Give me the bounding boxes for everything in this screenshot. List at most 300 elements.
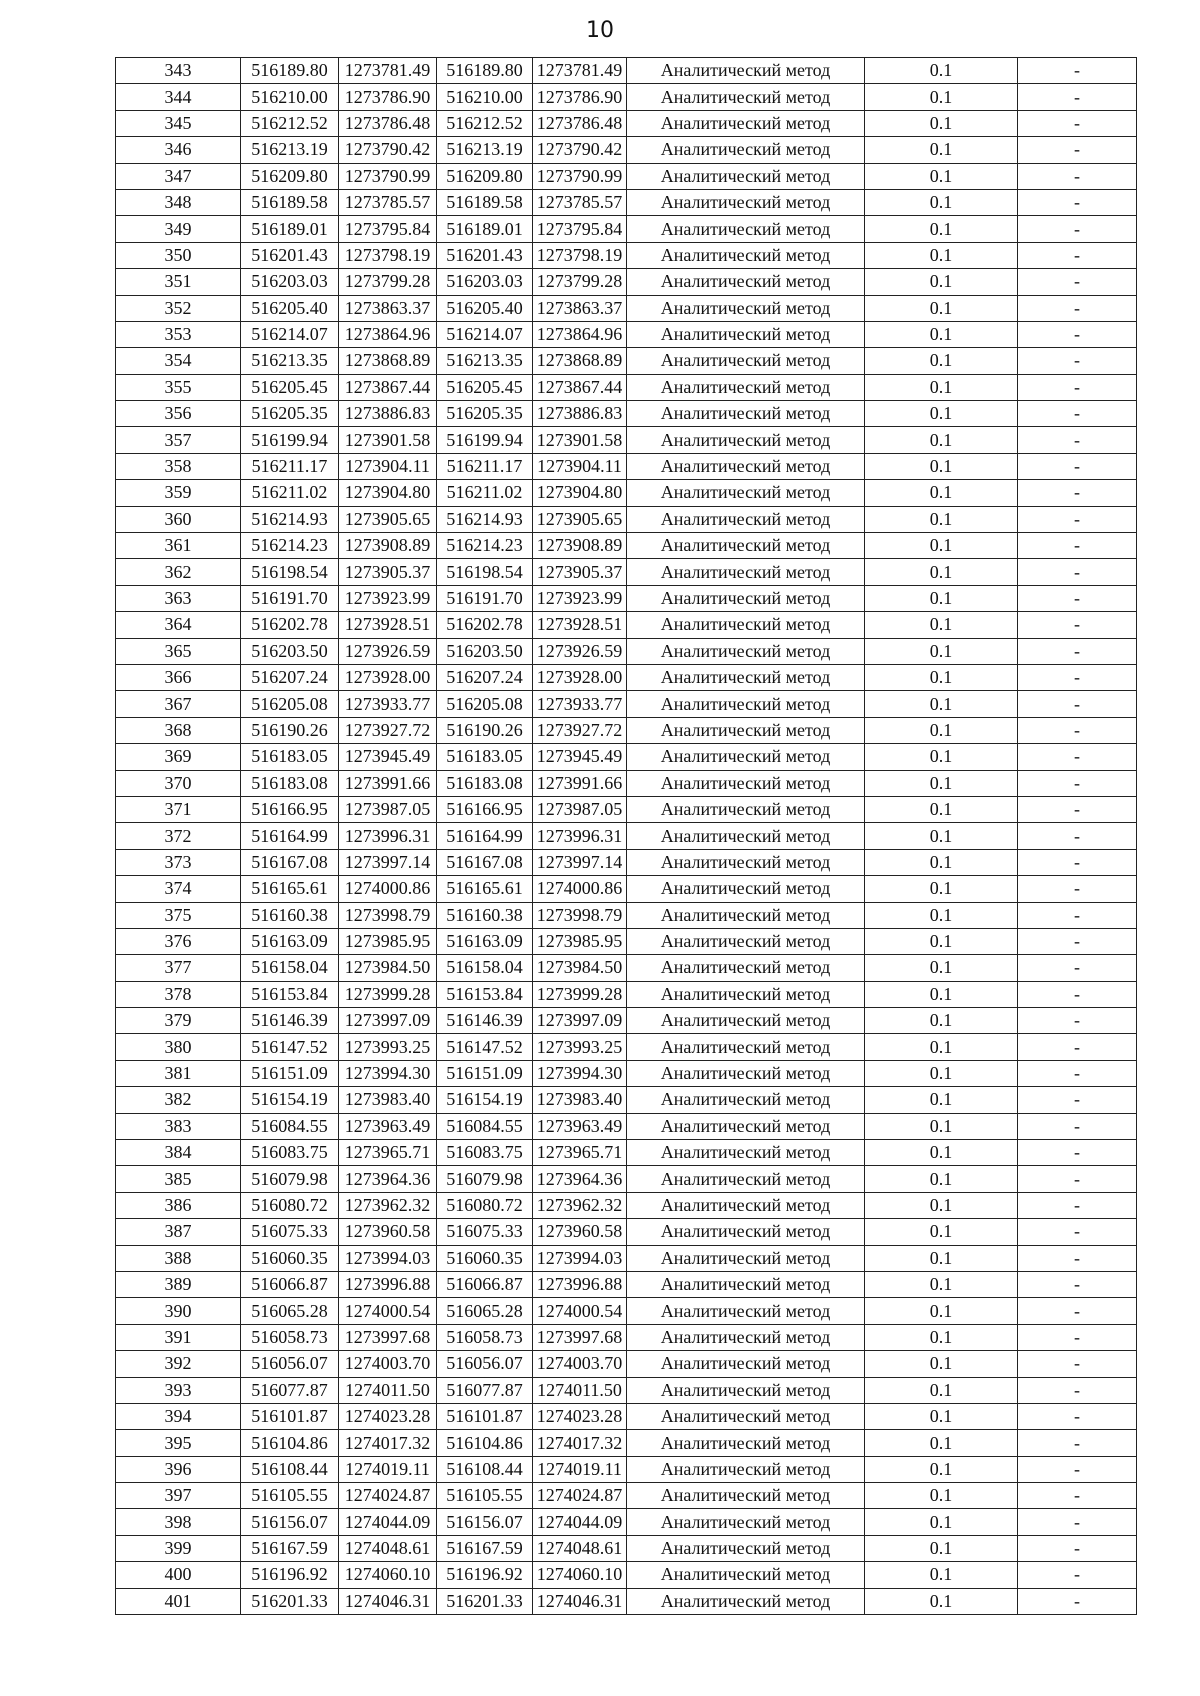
accuracy-cell: 0.1	[865, 1509, 1018, 1535]
y-coordinate-cell: 1273864.96	[339, 321, 437, 347]
method-cell: Аналитический метод	[627, 480, 865, 506]
point-number-cell: 378	[116, 981, 241, 1007]
x-coordinate-cell: 516079.98	[437, 1166, 533, 1192]
x-coordinate-cell: 516191.70	[241, 585, 339, 611]
x-coordinate-cell: 516165.61	[437, 876, 533, 902]
accuracy-cell: 0.1	[865, 770, 1018, 796]
y-coordinate-cell: 1273999.28	[533, 981, 627, 1007]
accuracy-cell: 0.1	[865, 110, 1018, 136]
x-coordinate-cell: 516211.17	[241, 453, 339, 479]
y-coordinate-cell: 1274060.10	[339, 1562, 437, 1588]
x-coordinate-cell: 516183.08	[241, 770, 339, 796]
x-coordinate-cell: 516203.50	[241, 638, 339, 664]
accuracy-cell: 0.1	[865, 216, 1018, 242]
point-number-cell: 381	[116, 1060, 241, 1086]
point-number-cell: 345	[116, 110, 241, 136]
page-number: 10	[586, 18, 614, 43]
x-coordinate-cell: 516079.98	[241, 1166, 339, 1192]
accuracy-cell: 0.1	[865, 1245, 1018, 1271]
x-coordinate-cell: 516199.94	[437, 427, 533, 453]
y-coordinate-cell: 1274060.10	[533, 1562, 627, 1588]
y-coordinate-cell: 1273785.57	[533, 189, 627, 215]
table-row	[116, 533, 1137, 559]
x-coordinate-cell: 516205.35	[437, 401, 533, 427]
method-cell: Аналитический метод	[627, 348, 865, 374]
table-row	[116, 1034, 1137, 1060]
table-row	[116, 374, 1137, 400]
y-coordinate-cell: 1274024.87	[533, 1483, 627, 1509]
note-cell: -	[1018, 453, 1137, 479]
x-coordinate-cell: 516189.58	[437, 189, 533, 215]
point-number-cell: 373	[116, 849, 241, 875]
accuracy-cell: 0.1	[865, 1351, 1018, 1377]
method-cell: Аналитический метод	[627, 189, 865, 215]
y-coordinate-cell: 1273962.32	[339, 1192, 437, 1218]
y-coordinate-cell: 1273798.19	[339, 242, 437, 268]
x-coordinate-cell: 516060.35	[437, 1245, 533, 1271]
y-coordinate-cell: 1273785.57	[339, 189, 437, 215]
method-cell: Аналитический метод	[627, 374, 865, 400]
x-coordinate-cell: 516214.23	[241, 533, 339, 559]
point-number-cell: 367	[116, 691, 241, 717]
point-number-cell: 374	[116, 876, 241, 902]
x-coordinate-cell: 516158.04	[437, 955, 533, 981]
method-cell: Аналитический метод	[627, 1008, 865, 1034]
y-coordinate-cell: 1273786.90	[533, 84, 627, 110]
x-coordinate-cell: 516211.02	[241, 480, 339, 506]
y-coordinate-cell: 1274044.09	[533, 1509, 627, 1535]
table-row	[116, 1324, 1137, 1350]
y-coordinate-cell: 1273997.14	[533, 849, 627, 875]
table-row	[116, 902, 1137, 928]
note-cell: -	[1018, 559, 1137, 585]
y-coordinate-cell: 1274044.09	[339, 1509, 437, 1535]
x-coordinate-cell: 516213.35	[437, 348, 533, 374]
point-number-cell: 371	[116, 796, 241, 822]
x-coordinate-cell: 516196.92	[241, 1562, 339, 1588]
y-coordinate-cell: 1273998.79	[533, 902, 627, 928]
y-coordinate-cell: 1273993.25	[533, 1034, 627, 1060]
table-row	[116, 1219, 1137, 1245]
x-coordinate-cell: 516084.55	[437, 1113, 533, 1139]
accuracy-cell: 0.1	[865, 876, 1018, 902]
method-cell: Аналитический метод	[627, 744, 865, 770]
note-cell: -	[1018, 928, 1137, 954]
table-row	[116, 849, 1137, 875]
x-coordinate-cell: 516201.43	[241, 242, 339, 268]
point-number-cell: 396	[116, 1456, 241, 1482]
method-cell: Аналитический метод	[627, 1271, 865, 1297]
point-number-cell: 352	[116, 295, 241, 321]
accuracy-cell: 0.1	[865, 1087, 1018, 1113]
y-coordinate-cell: 1274048.61	[533, 1535, 627, 1561]
point-number-cell: 387	[116, 1219, 241, 1245]
table-row	[116, 189, 1137, 215]
y-coordinate-cell: 1273933.77	[533, 691, 627, 717]
table-row	[116, 84, 1137, 110]
method-cell: Аналитический метод	[627, 1351, 865, 1377]
table-row	[116, 691, 1137, 717]
y-coordinate-cell: 1273864.96	[533, 321, 627, 347]
point-number-cell: 362	[116, 559, 241, 585]
method-cell: Аналитический метод	[627, 1456, 865, 1482]
y-coordinate-cell: 1273997.14	[339, 849, 437, 875]
point-number-cell: 376	[116, 928, 241, 954]
method-cell: Аналитический метод	[627, 533, 865, 559]
note-cell: -	[1018, 189, 1137, 215]
note-cell: -	[1018, 321, 1137, 347]
y-coordinate-cell: 1273786.48	[533, 110, 627, 136]
x-coordinate-cell: 516058.73	[437, 1324, 533, 1350]
x-coordinate-cell: 516151.09	[437, 1060, 533, 1086]
y-coordinate-cell: 1273790.42	[339, 137, 437, 163]
x-coordinate-cell: 516167.08	[241, 849, 339, 875]
accuracy-cell: 0.1	[865, 849, 1018, 875]
table-row	[116, 955, 1137, 981]
x-coordinate-cell: 516201.33	[241, 1588, 339, 1614]
y-coordinate-cell: 1274000.86	[533, 876, 627, 902]
x-coordinate-cell: 516084.55	[241, 1113, 339, 1139]
y-coordinate-cell: 1273799.28	[339, 269, 437, 295]
y-coordinate-cell: 1273928.00	[339, 664, 437, 690]
point-number-cell: 369	[116, 744, 241, 770]
accuracy-cell: 0.1	[865, 427, 1018, 453]
method-cell: Аналитический метод	[627, 269, 865, 295]
table-row	[116, 664, 1137, 690]
method-cell: Аналитический метод	[627, 1483, 865, 1509]
accuracy-cell: 0.1	[865, 295, 1018, 321]
table-row	[116, 269, 1137, 295]
y-coordinate-cell: 1273933.77	[339, 691, 437, 717]
point-number-cell: 385	[116, 1166, 241, 1192]
accuracy-cell: 0.1	[865, 269, 1018, 295]
y-coordinate-cell: 1273905.37	[533, 559, 627, 585]
note-cell: -	[1018, 427, 1137, 453]
x-coordinate-cell: 516211.02	[437, 480, 533, 506]
accuracy-cell: 0.1	[865, 1166, 1018, 1192]
y-coordinate-cell: 1273926.59	[339, 638, 437, 664]
y-coordinate-cell: 1273790.99	[533, 163, 627, 189]
y-coordinate-cell: 1273904.80	[339, 480, 437, 506]
note-cell: -	[1018, 1535, 1137, 1561]
accuracy-cell: 0.1	[865, 1298, 1018, 1324]
x-coordinate-cell: 516164.99	[241, 823, 339, 849]
table-row	[116, 1483, 1137, 1509]
accuracy-cell: 0.1	[865, 1192, 1018, 1218]
note-cell: -	[1018, 664, 1137, 690]
note-cell: -	[1018, 1060, 1137, 1086]
y-coordinate-cell: 1273928.00	[533, 664, 627, 690]
method-cell: Аналитический метод	[627, 1535, 865, 1561]
method-cell: Аналитический метод	[627, 163, 865, 189]
method-cell: Аналитический метод	[627, 1166, 865, 1192]
note-cell: -	[1018, 533, 1137, 559]
x-coordinate-cell: 516212.52	[437, 110, 533, 136]
note-cell: -	[1018, 269, 1137, 295]
method-cell: Аналитический метод	[627, 110, 865, 136]
x-coordinate-cell: 516214.93	[437, 506, 533, 532]
point-number-cell: 389	[116, 1271, 241, 1297]
table-row	[116, 1535, 1137, 1561]
table-row	[116, 1113, 1137, 1139]
note-cell: -	[1018, 506, 1137, 532]
table-row	[116, 928, 1137, 954]
y-coordinate-cell: 1273998.79	[339, 902, 437, 928]
y-coordinate-cell: 1273964.36	[533, 1166, 627, 1192]
x-coordinate-cell: 516201.33	[437, 1588, 533, 1614]
x-coordinate-cell: 516154.19	[437, 1087, 533, 1113]
y-coordinate-cell: 1273886.83	[533, 401, 627, 427]
note-cell: -	[1018, 955, 1137, 981]
method-cell: Аналитический метод	[627, 638, 865, 664]
x-coordinate-cell: 516104.86	[241, 1430, 339, 1456]
note-cell: -	[1018, 137, 1137, 163]
x-coordinate-cell: 516209.80	[437, 163, 533, 189]
x-coordinate-cell: 516198.54	[437, 559, 533, 585]
table-body	[116, 58, 1137, 1615]
x-coordinate-cell: 516108.44	[241, 1456, 339, 1482]
y-coordinate-cell: 1273923.99	[339, 585, 437, 611]
x-coordinate-cell: 516205.35	[241, 401, 339, 427]
accuracy-cell: 0.1	[865, 691, 1018, 717]
x-coordinate-cell: 516167.59	[241, 1535, 339, 1561]
table-row	[116, 744, 1137, 770]
method-cell: Аналитический метод	[627, 559, 865, 585]
table-row	[116, 1087, 1137, 1113]
table-row	[116, 1060, 1137, 1086]
x-coordinate-cell: 516080.72	[241, 1192, 339, 1218]
note-cell: -	[1018, 1087, 1137, 1113]
method-cell: Аналитический метод	[627, 981, 865, 1007]
point-number-cell: 361	[116, 533, 241, 559]
x-coordinate-cell: 516205.08	[241, 691, 339, 717]
method-cell: Аналитический метод	[627, 1140, 865, 1166]
y-coordinate-cell: 1273983.40	[533, 1087, 627, 1113]
note-cell: -	[1018, 691, 1137, 717]
point-number-cell: 372	[116, 823, 241, 849]
x-coordinate-cell: 516160.38	[241, 902, 339, 928]
note-cell: -	[1018, 1113, 1137, 1139]
accuracy-cell: 0.1	[865, 348, 1018, 374]
x-coordinate-cell: 516104.86	[437, 1430, 533, 1456]
y-coordinate-cell: 1273868.89	[533, 348, 627, 374]
accuracy-cell: 0.1	[865, 902, 1018, 928]
x-coordinate-cell: 516066.87	[437, 1271, 533, 1297]
note-cell: -	[1018, 585, 1137, 611]
accuracy-cell: 0.1	[865, 1377, 1018, 1403]
x-coordinate-cell: 516190.26	[241, 717, 339, 743]
x-coordinate-cell: 516209.80	[241, 163, 339, 189]
point-number-cell: 394	[116, 1403, 241, 1429]
y-coordinate-cell: 1273799.28	[533, 269, 627, 295]
x-coordinate-cell: 516213.19	[241, 137, 339, 163]
method-cell: Аналитический метод	[627, 401, 865, 427]
y-coordinate-cell: 1273786.48	[339, 110, 437, 136]
y-coordinate-cell: 1273964.36	[339, 1166, 437, 1192]
point-number-cell: 350	[116, 242, 241, 268]
method-cell: Аналитический метод	[627, 295, 865, 321]
note-cell: -	[1018, 1324, 1137, 1350]
x-coordinate-cell: 516146.39	[241, 1008, 339, 1034]
x-coordinate-cell: 516154.19	[241, 1087, 339, 1113]
accuracy-cell: 0.1	[865, 137, 1018, 163]
x-coordinate-cell: 516214.07	[437, 321, 533, 347]
point-number-cell: 370	[116, 770, 241, 796]
x-coordinate-cell: 516058.73	[241, 1324, 339, 1350]
accuracy-cell: 0.1	[865, 1588, 1018, 1614]
x-coordinate-cell: 516207.24	[241, 664, 339, 690]
y-coordinate-cell: 1273795.84	[339, 216, 437, 242]
point-number-cell: 365	[116, 638, 241, 664]
note-cell: -	[1018, 295, 1137, 321]
table-row	[116, 295, 1137, 321]
method-cell: Аналитический метод	[627, 1588, 865, 1614]
x-coordinate-cell: 516146.39	[437, 1008, 533, 1034]
note-cell: -	[1018, 638, 1137, 664]
method-cell: Аналитический метод	[627, 1562, 865, 1588]
y-coordinate-cell: 1273786.90	[339, 84, 437, 110]
note-cell: -	[1018, 1166, 1137, 1192]
x-coordinate-cell: 516056.07	[241, 1351, 339, 1377]
y-coordinate-cell: 1273960.58	[533, 1219, 627, 1245]
accuracy-cell: 0.1	[865, 480, 1018, 506]
y-coordinate-cell: 1274046.31	[533, 1588, 627, 1614]
note-cell: -	[1018, 1140, 1137, 1166]
note-cell: -	[1018, 1219, 1137, 1245]
note-cell: -	[1018, 242, 1137, 268]
accuracy-cell: 0.1	[865, 1430, 1018, 1456]
x-coordinate-cell: 516075.33	[437, 1219, 533, 1245]
y-coordinate-cell: 1273985.95	[533, 928, 627, 954]
table-row	[116, 216, 1137, 242]
x-coordinate-cell: 516153.84	[241, 981, 339, 1007]
method-cell: Аналитический метод	[627, 823, 865, 849]
accuracy-cell: 0.1	[865, 717, 1018, 743]
point-number-cell: 351	[116, 269, 241, 295]
accuracy-cell: 0.1	[865, 928, 1018, 954]
note-cell: -	[1018, 480, 1137, 506]
note-cell: -	[1018, 612, 1137, 638]
y-coordinate-cell: 1274024.87	[339, 1483, 437, 1509]
point-number-cell: 364	[116, 612, 241, 638]
x-coordinate-cell: 516205.45	[437, 374, 533, 400]
method-cell: Аналитический метод	[627, 902, 865, 928]
point-number-cell: 392	[116, 1351, 241, 1377]
y-coordinate-cell: 1273965.71	[533, 1140, 627, 1166]
note-cell: -	[1018, 796, 1137, 822]
point-number-cell: 401	[116, 1588, 241, 1614]
accuracy-cell: 0.1	[865, 744, 1018, 770]
table-row	[116, 1245, 1137, 1271]
y-coordinate-cell: 1273904.80	[533, 480, 627, 506]
y-coordinate-cell: 1273996.88	[533, 1271, 627, 1297]
point-number-cell: 386	[116, 1192, 241, 1218]
method-cell: Аналитический метод	[627, 58, 865, 84]
x-coordinate-cell: 516083.75	[241, 1140, 339, 1166]
method-cell: Аналитический метод	[627, 1324, 865, 1350]
y-coordinate-cell: 1273997.09	[533, 1008, 627, 1034]
y-coordinate-cell: 1273867.44	[339, 374, 437, 400]
point-number-cell: 384	[116, 1140, 241, 1166]
note-cell: -	[1018, 1509, 1137, 1535]
note-cell: -	[1018, 401, 1137, 427]
y-coordinate-cell: 1274000.54	[533, 1298, 627, 1324]
method-cell: Аналитический метод	[627, 1113, 865, 1139]
x-coordinate-cell: 516080.72	[437, 1192, 533, 1218]
note-cell: -	[1018, 216, 1137, 242]
point-number-cell: 359	[116, 480, 241, 506]
y-coordinate-cell: 1274000.54	[339, 1298, 437, 1324]
x-coordinate-cell: 516199.94	[241, 427, 339, 453]
y-coordinate-cell: 1274046.31	[339, 1588, 437, 1614]
accuracy-cell: 0.1	[865, 1034, 1018, 1060]
x-coordinate-cell: 516210.00	[437, 84, 533, 110]
y-coordinate-cell: 1273991.66	[339, 770, 437, 796]
accuracy-cell: 0.1	[865, 559, 1018, 585]
y-coordinate-cell: 1274019.11	[339, 1456, 437, 1482]
accuracy-cell: 0.1	[865, 1008, 1018, 1034]
y-coordinate-cell: 1274023.28	[339, 1403, 437, 1429]
table-row	[116, 242, 1137, 268]
y-coordinate-cell: 1273963.49	[533, 1113, 627, 1139]
table-row	[116, 770, 1137, 796]
y-coordinate-cell: 1274023.28	[533, 1403, 627, 1429]
method-cell: Аналитический метод	[627, 717, 865, 743]
accuracy-cell: 0.1	[865, 1456, 1018, 1482]
table-row	[116, 1192, 1137, 1218]
note-cell: -	[1018, 1034, 1137, 1060]
y-coordinate-cell: 1273904.11	[339, 453, 437, 479]
method-cell: Аналитический метод	[627, 876, 865, 902]
method-cell: Аналитический метод	[627, 1219, 865, 1245]
method-cell: Аналитический метод	[627, 321, 865, 347]
x-coordinate-cell: 516101.87	[241, 1403, 339, 1429]
table-row	[116, 58, 1137, 84]
method-cell: Аналитический метод	[627, 137, 865, 163]
method-cell: Аналитический метод	[627, 1192, 865, 1218]
table-row	[116, 612, 1137, 638]
point-number-cell: 399	[116, 1535, 241, 1561]
accuracy-cell: 0.1	[865, 981, 1018, 1007]
x-coordinate-cell: 516077.87	[437, 1377, 533, 1403]
point-number-cell: 344	[116, 84, 241, 110]
x-coordinate-cell: 516203.50	[437, 638, 533, 664]
x-coordinate-cell: 516156.07	[241, 1509, 339, 1535]
table-row	[116, 876, 1137, 902]
x-coordinate-cell: 516207.24	[437, 664, 533, 690]
table-row	[116, 823, 1137, 849]
x-coordinate-cell: 516183.05	[241, 744, 339, 770]
method-cell: Аналитический метод	[627, 506, 865, 532]
y-coordinate-cell: 1273863.37	[339, 295, 437, 321]
accuracy-cell: 0.1	[865, 321, 1018, 347]
y-coordinate-cell: 1274019.11	[533, 1456, 627, 1482]
point-number-cell: 355	[116, 374, 241, 400]
x-coordinate-cell: 516147.52	[241, 1034, 339, 1060]
note-cell: -	[1018, 717, 1137, 743]
y-coordinate-cell: 1273996.31	[339, 823, 437, 849]
point-number-cell: 379	[116, 1008, 241, 1034]
note-cell: -	[1018, 1430, 1137, 1456]
point-number-cell: 390	[116, 1298, 241, 1324]
accuracy-cell: 0.1	[865, 189, 1018, 215]
method-cell: Аналитический метод	[627, 849, 865, 875]
accuracy-cell: 0.1	[865, 506, 1018, 532]
y-coordinate-cell: 1274017.32	[339, 1430, 437, 1456]
x-coordinate-cell: 516105.55	[437, 1483, 533, 1509]
note-cell: -	[1018, 110, 1137, 136]
y-coordinate-cell: 1273983.40	[339, 1087, 437, 1113]
